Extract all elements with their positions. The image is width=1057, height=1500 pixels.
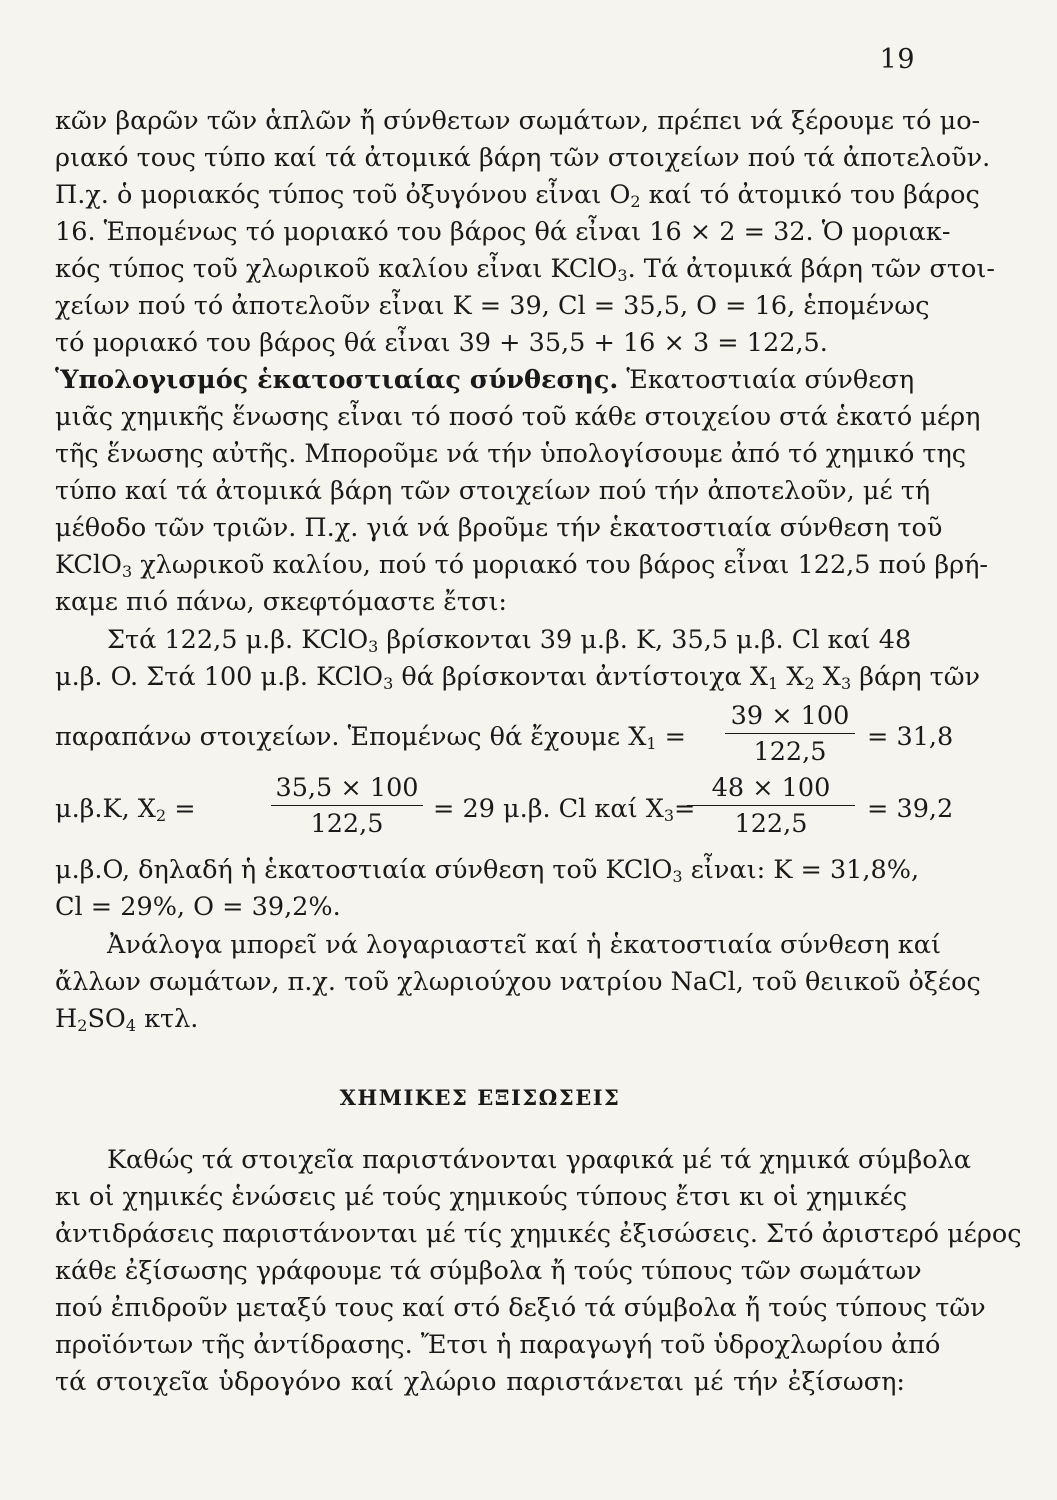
page-number: 19 <box>879 44 915 75</box>
text-line: κῶν βαρῶν τῶν ἁπλῶν ἤ σύνθετων σωμάτων, πρέπει νά ξέρουμε τό μο- <box>55 106 981 136</box>
text-line: μ.β.O, δηλαδή ἡ ἑκατοστιαία σύνθεση τοῦ KClO$_3$ εἶναι: K = 31,8%, <box>55 855 920 886</box>
text-line: πού ἐπιδροῦν μεταξύ τους καί στό δεξιό τά σύμβολα ἤ τούς τύπους τῶν <box>55 1293 986 1323</box>
text-line: τῆς ἕνωσης αὐτῆς. Μποροῦμε νά τήν ὑπολογίσουμε ἀπό τό χημικό της <box>55 439 967 469</box>
text-line: κάθε ἐξίσωσης γράφουμε τά σύμβολα ἤ τούς τύπους τῶν σωμάτων <box>55 1256 922 1286</box>
equation-result: = 31,8 <box>867 722 954 752</box>
text-line: Ὑπολογισμός ἑκατοστιαίας σύνθεσης. Ἑκατοστιαία σύνθεση <box>55 365 915 395</box>
paragraph-percent-composition <box>55 362 988 621</box>
section-title: Ὑπολογισμός ἑκατοστιαίας σύνθεσης. <box>55 365 619 395</box>
text-line: Στά 122,5 μ.β. KClO$_3$ βρίσκονται 39 μ.β. K, 35,5 μ.β. Cl καί 48 <box>107 625 912 656</box>
text-line: $H_2SO_4$ κτλ. <box>55 1004 199 1035</box>
numerator: 48 × 100 <box>687 772 855 806</box>
text-line: Καθώς τά στοιχεῖα παριστάνονται γραφικά μέ τά χημικά σύμβολα <box>107 1145 971 1175</box>
text-line: KClO$_3$ χλωρικοῦ καλίου, πού τό μοριακό του βάρος εἶναι 122,5 πού βρή- <box>55 550 988 581</box>
text-line: τά στοιχεῖα ὑδρογόνο καί χλώριο παριστάνεται μέ τήν ἐξίσωση: <box>55 1367 905 1397</box>
text-line: μ.β. O. Στά 100 μ.β. KClO$_3$ θά βρίσκονται ἀντίστοιχα $X_1$ $X_2$ $X_3$ βάρη τῶν <box>55 662 980 693</box>
denominator: 122,5 <box>310 809 384 839</box>
text-line: μέθοδο τῶν τριῶν. Π.χ. γιά νά βροῦμε τήν ἑκατοστιαία σύνθεση τοῦ <box>55 513 943 543</box>
text-line: Ἀνάλογα μπορεῖ νά λογαριαστεῖ καί ἡ ἑκατοστιαία σύνθεση καί <box>107 930 941 960</box>
equation-x1 <box>55 700 954 770</box>
equation-text: παραπάνω στοιχείων. Ἑπομένως θά ἔχουμε $X_1$ = <box>55 722 687 753</box>
text-line: Π.χ. ὁ μοριακός τύπος τοῦ ὀξυγόνου εἶναι $O_2$ καί τό ἀτομικό του βάρος <box>55 180 980 211</box>
fraction <box>725 700 855 767</box>
fraction <box>687 772 855 839</box>
text-line: ἀντιδράσεις παριστάνονται μέ τίς χημικές ἐξισώσεις. Στό ἀριστερό μέρος <box>55 1219 1022 1249</box>
equation-text: = 29 μ.β. Cl καί $X_3=$ <box>433 794 696 825</box>
equation-result: = 39,2 <box>867 794 954 824</box>
text-line: τό μοριακό του βάρος θά εἶναι 39 + 35,5 + 16 × 3 = 122,5. <box>55 328 828 358</box>
equation-text: μ.β.K, $X_2$ = <box>55 794 196 825</box>
text-line: Cl = 29%, O = 39,2%. <box>55 892 341 922</box>
fraction <box>271 772 423 839</box>
text-line: ἄλλων σωμάτων, π.χ. τοῦ χλωριούχου νατρίου NaCl, τοῦ θειικοῦ ὀξέος <box>55 967 981 997</box>
numerator: 35,5 × 100 <box>271 772 423 806</box>
text-line: κι οἱ χημικές ἑνώσεις μέ τούς χημικούς τύπους ἔτσι κι οἱ χημικές <box>55 1182 908 1212</box>
denominator: 122,5 <box>753 737 827 767</box>
paragraph-molecular-weight <box>55 103 995 362</box>
equation-x2-x3 <box>55 772 954 842</box>
text-line: χείων πού τό ἀποτελοῦν εἶναι K = 39, Cl = 35,5, O = 16, ἑπομένως <box>55 291 930 321</box>
text-line: μιᾶς χημικῆς ἕνωσης εἶναι τό ποσό τοῦ κάθε στοιχείου στά ἑκατό μέρη <box>55 402 981 432</box>
numerator: 39 × 100 <box>725 700 855 734</box>
text-line: κός τύπος τοῦ χλωρικοῦ καλίου εἶναι KClO$_3$. Τά ἀτομικά βάρη τῶν στοι- <box>55 254 995 285</box>
text-line: προϊόντων τῆς ἀντίδρασης. Ἔτσι ἡ παραγωγή τοῦ ὑδροχλωρίου ἀπό <box>55 1330 941 1360</box>
paragraph-chemical-equations <box>55 1142 1022 1401</box>
section-heading: ΧΗΜΙΚΕΣ ΕΞΙΣΩΣΕΙΣ <box>339 1085 621 1110</box>
paragraph-calculation <box>55 622 980 696</box>
text-line: 16. Ἑπομένως τό μοριακό του βάρος θά εἶναι 16 × 2 = 32. Ὁ μοριακ- <box>55 217 951 247</box>
paragraph-result <box>55 852 920 926</box>
text-line: ριακό τους τύπο καί τά ἀτομικά βάρη τῶν στοιχείων πού τά ἀποτελοῦν. <box>55 143 991 173</box>
denominator: 122,5 <box>734 809 808 839</box>
text-line: καμε πιό πάνω, σκεφτόμαστε ἔτσι: <box>55 587 508 617</box>
paragraph-analogous <box>55 927 981 1038</box>
text-line: τύπο καί τά ἀτομικά βάρη τῶν στοιχείων πού τήν ἀποτελοῦν, μέ τή <box>55 476 931 506</box>
